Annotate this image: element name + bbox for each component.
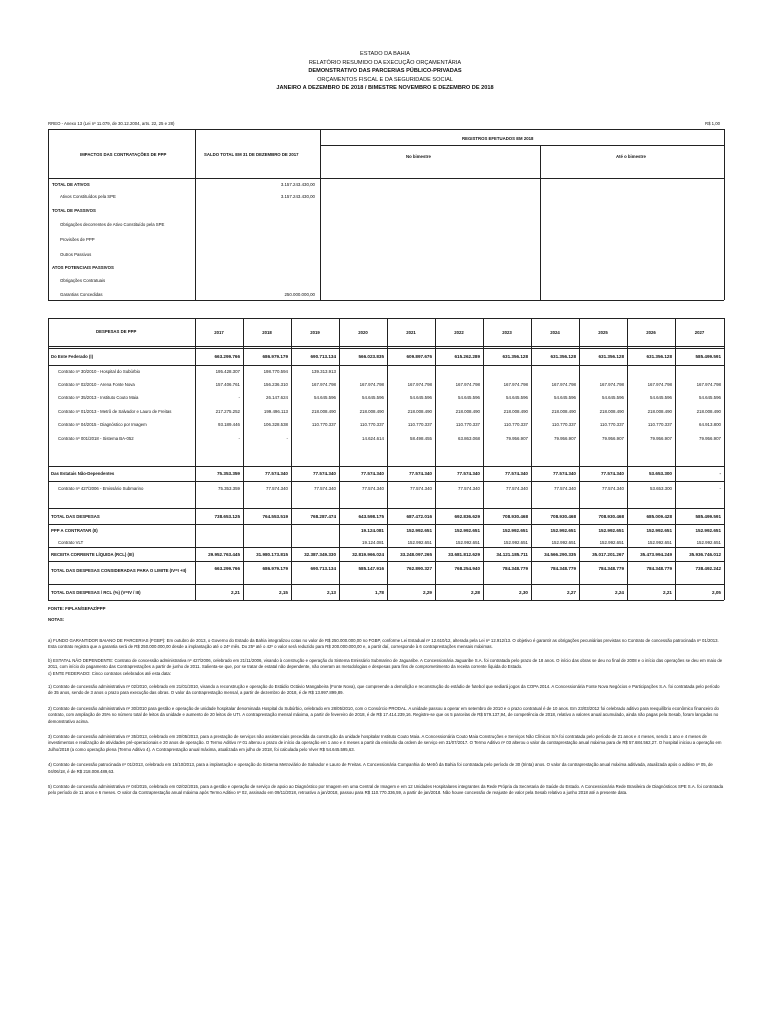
header-line-3: DEMONSTRATIVO DAS PARCERIAS PÚBLICO-PRIVADAS: [308, 68, 462, 75]
saldo-header: SALDO TOTAL EM 31 DE DEZEMBRO DE 2017: [204, 152, 299, 157]
t2-row-label: TOTAL DAS DESPESAS: [51, 514, 100, 519]
impactos-header: IMPACTOS DAS CONTRATAÇÕES DE PPP: [80, 152, 167, 157]
t2-cell: 218.008.490: [599, 409, 624, 414]
t2-cell: 2,30: [519, 590, 528, 595]
t2-row-label: Contrato nº 30/2010 - Hospital do Subúrbio: [58, 369, 141, 374]
year-header: 2025: [598, 330, 608, 335]
t1-row-label: Garantias Concedidas: [60, 292, 103, 297]
header-line-2: RELATÓRIO RESUMIDO DA EXECUÇÃO ORÇAMENTÁRIA: [308, 59, 462, 66]
t2-cell: -: [238, 436, 240, 441]
t2-cell: 152.992.651: [696, 540, 721, 545]
t2-cell: 77.574.340: [553, 471, 576, 476]
t2-cell: 585.147.916: [358, 566, 384, 571]
t2-cell: 110.770.337: [599, 422, 624, 427]
t2-cell: 218.008.490: [359, 409, 384, 414]
t2-cell: 687.472.016: [406, 514, 432, 519]
note-contract-4: 4) Contrato de concessão patrocinada nº 01/2013, celebrado em 15/10/2013, para a implantação e operação do Sistema Metroviário de Salvador e Lauro de Freitas. A Concessionária Companhia do Metrô da Bahia foi contratada pelo período de 30 (trinta) anos. O valor da contraprestação anual máxima aditivada, atualizada após o aditivo nº 05, de 04/06/18, é de R$ 218.008.489,63.: [48, 762, 713, 774]
t2-cell: 615.262.289: [454, 354, 480, 359]
t2-bottom-border: [48, 600, 724, 601]
t2-row-sep: [48, 508, 724, 509]
t2-cell: 152.992.651: [406, 528, 432, 533]
t2-cell: 152.992.651: [599, 540, 624, 545]
t2-cell: 110.770.337: [551, 422, 576, 427]
t2-cell: 106.328.538: [263, 422, 288, 427]
t2-row-sep: [48, 561, 724, 562]
t1-bottom-border: [48, 300, 724, 301]
note-fgbp: a) FUNDO GARANTIDOR BAIANO DE PARCERIAS (FGBP): Em outubro de 2013, o Governo do Estado da Bahia integralizou cotas no valor de R$ 250.000.000,00 no FGBP, conforme Lei Estadual nº 12.610/12, alterada pela Lei nº 12.912/13. O objetivo é garantir as obrigações pecuniárias previstas no Contrato de concessão patrocinada nº 01/2013. Esta contrato registra que a garantia será de R$ 250.000.000,00 desde a implantação até o 24º mês. Do 25º até o 42º o valor será reduzido para R$ 200.000.000,00 e, a partir daí, corresponde à 6 contraprestações mensais máximas.: [48, 638, 719, 650]
t2-cell: -: [238, 395, 240, 400]
t2-cell: 631.356.128: [598, 354, 624, 359]
t2-cell: 685.009.428: [646, 514, 672, 519]
t2-cell: 218.008.490: [696, 409, 721, 414]
t2-cell: 33.248.097.265: [400, 552, 432, 557]
t2-cell: 585.499.591: [695, 514, 721, 519]
t2-cell: 77.574.340: [457, 471, 480, 476]
t2-cell: 631.356.128: [502, 354, 528, 359]
t2-cell: 663.299.766: [214, 354, 240, 359]
t1-row-label: Outros Passivos: [60, 252, 92, 257]
header-line-5: JANEIRO A DEZEMBRO DE 2018 / BIMESTRE NOVEMBRO E DEZEMBRO DE 2018: [276, 85, 494, 92]
t2-cell: 19.124.081: [362, 540, 384, 545]
t2-cell: 708.930.468: [502, 514, 528, 519]
t2-cell: -: [719, 471, 721, 476]
t2-row-label: Contrato nº 427/2006 - Emissário Submarino: [58, 486, 144, 491]
t1-col-sep: [320, 129, 321, 300]
t2-row-sep: [48, 481, 724, 482]
t2-cell: 566.023.835: [358, 354, 384, 359]
currency-unit: R$ 1,00: [705, 121, 721, 126]
t2-row-sep: [48, 524, 724, 525]
t2-cell: 585.499.591: [695, 354, 721, 359]
t1-row-label: ATOS POTENCIAIS PASSIVOS: [52, 265, 114, 270]
t2-cell: 79.956.907: [650, 436, 672, 441]
t1-registros-line: [320, 145, 724, 146]
t2-cell: 167.974.798: [407, 382, 432, 387]
t2-cell: 152.992.651: [502, 528, 528, 533]
note-contract-1: 1) Contrato de concessão administrativa nº 02/2010, celebrado em 21/01/2010, visando a reconstrução e operação do Estádio Octávio Mangabeira (Fonte Nova), que compreende a demolição e reconstrução do estádio de futebol que sediará jogos da COPA 2014. A Concessionária Fonte Nova Negócios e Participações S.A. foi contratada pelo período de 35 anos, sendo de 3 anos o prazo para execução das obras. O valor da contraprestação mensal, a partir de dezembro de 2018, é de R$ 13.997.899,89.: [48, 684, 720, 696]
year-header: 2019: [310, 330, 320, 335]
t2-cell: 110.770.337: [407, 422, 432, 427]
t2-cell: 218.008.490: [551, 409, 576, 414]
t2-cell: -: [286, 436, 288, 441]
t2-cell: 152.992.651: [407, 540, 432, 545]
t2-cell: 19.124.081: [361, 528, 384, 533]
t2-cell: 738.653.125: [214, 514, 240, 519]
year-header: 2018: [262, 330, 272, 335]
t1-col-sep: [540, 145, 541, 300]
fonte-label: FONTE: FIPLAN/SEFAZ/PPP: [48, 606, 106, 611]
t2-cell: 29.952.763.445: [208, 552, 240, 557]
year-header: 2017: [214, 330, 224, 335]
t1-right-border: [724, 129, 725, 300]
notas-title: NOTAS:: [48, 617, 65, 622]
t2-cell: 110.770.337: [647, 422, 672, 427]
t2-row-label: TOTAL DAS DESPESAS / RCL (%) (V=IV / III): [51, 590, 141, 595]
t2-cell: 58.498.455: [410, 436, 432, 441]
note-estatal: b) ESTATAL NÃO DEPENDENTE: Contrato de concessão administrativa nº 427/2006, celebrado em 21/11/2006, visando à construção e operação do Sistema Emissário Submarino de Jaguaribe. A Concessionária Jaguaribe S.A. foi contratada pelo prazo de 18 anos. O início das obras se deu no final de 2008 e o início das operações se deu em maio de 2011, com início do pagamento das Contraprestações a partir de junho de 2011. Salienta-se que, por se tratar de estatal não dependente, não oneram as metodologias e despesas para fins de comprometimento da receita corrente líquida do Estado.: [48, 657, 723, 670]
ate-bimestre-header: Até o bimestre: [616, 154, 646, 159]
t2-cell: 32.819.966.024: [352, 552, 384, 557]
t1-row-label: TOTAL DE ATIVOS: [52, 182, 90, 187]
t2-cell: 708.930.468: [550, 514, 576, 519]
t2-cell: 609.897.676: [406, 354, 432, 359]
t2-cell: 167.974.798: [359, 382, 384, 387]
registros-label: REGISTROS EFETUADOS EM 2018: [462, 136, 534, 141]
t2-cell: 79.956.907: [699, 436, 721, 441]
t2-cell: 692.836.629: [454, 514, 480, 519]
t2-cell: 77.574.340: [458, 486, 480, 491]
t2-cell: 77.574.340: [314, 486, 336, 491]
t2-cell: 54.645.596: [554, 395, 576, 400]
t2-cell: 53.653.300: [649, 471, 672, 476]
t1-row-label: Obrigações decorrentes de Ativo Constituído pela SPE: [60, 222, 165, 227]
t2-cell: 77.574.340: [313, 471, 336, 476]
note-contract-5: 5) Contrato de concessão administrativa nº 04/2015, celebrado em 02/02/2015, para a gestão e operação de serviço de apoio ao Diagnóstico por Imagem em uma Central de Imagem e em 12 Unidades Hospitalares integrantes da Rede Própria da Secretaria de Saúde do Estado. A Concessionária Rede Brasileira de Diagnósticos SPE S.A. foi contratada pelo período de 11 anos e 6 meses. O valor da Contraprestação anual máxima após Termo Aditivo nº 02, assinado em 09/11/2018, retroativo a jan/2018, passou para R$ 110.770.336,59, a partir de jan/2018. Não houve concessão de reajuste de valor pela Sesab relativo a junho 2018 até a presente data.: [48, 784, 724, 796]
t2-row-sep: [48, 584, 724, 585]
t2-cell: 690.713.134: [310, 566, 336, 571]
t2-cell: 34.566.290.335: [544, 552, 576, 557]
t2-cell: 784.348.779: [598, 566, 624, 571]
t2-cell: 152.992.651: [503, 540, 528, 545]
year-header: 2024: [550, 330, 560, 335]
t2-cell: 79.956.907: [602, 436, 624, 441]
t1-row-label: Obrigações Contratuais: [60, 278, 106, 283]
year-header: 2020: [358, 330, 368, 335]
t2-row-label: RECEITA CORRENTE LÍQUIDA (RCL) (III): [51, 552, 134, 557]
t2-cell: 631.356.128: [646, 354, 672, 359]
t1-row-label: Provisões de PPP: [60, 237, 95, 242]
t2-cell: 77.574.340: [602, 486, 624, 491]
t2-cell: 2,27: [567, 590, 576, 595]
t2-cell: 2,13: [327, 590, 336, 595]
t2-cell: 167.974.798: [551, 382, 576, 387]
t2-cell: 35.017.201.267: [592, 552, 624, 557]
t1-row-label: TOTAL DE PASSIVOS: [52, 208, 96, 213]
notes-section: [48, 638, 724, 797]
t2-cell: 2,29: [423, 590, 432, 595]
t2-top-border: [48, 318, 724, 319]
t2-cell: 2,24: [615, 590, 624, 595]
t2-cell: 110.770.337: [503, 422, 528, 427]
t2-cell: 54.645.596: [362, 395, 384, 400]
t2-col-sep: [724, 318, 725, 600]
t2-cell: 110.770.337: [455, 422, 480, 427]
t2-row-label: Contrato nº 35/2013 - Instituto Couto Maia: [58, 395, 139, 400]
annex-reference: RREO - Anexo 13 (Lei nº 11.079, de 30.12.2004, arts. 22, 25 e 28): [48, 121, 175, 126]
t2-cell: 198.770.594: [263, 369, 288, 374]
t2-cell: 54.645.596: [410, 395, 432, 400]
t2-cell: 79.956.907: [554, 436, 576, 441]
t2-left-border: [48, 318, 49, 600]
t2-cell: 643.598.175: [358, 514, 384, 519]
t2-cell: 77.574.340: [505, 471, 528, 476]
t2-cell: 26.147.624: [266, 395, 288, 400]
t2-cell: 768.287.474: [310, 514, 336, 519]
t2-cell: 1,78: [375, 590, 384, 595]
t2-row-label: Do Ente Federado (I): [51, 354, 94, 359]
t2-row-label: Das Estatais Não-Dependentes: [51, 471, 115, 476]
t2-row-sep: [48, 365, 724, 366]
t2-cell: 152.992.651: [550, 528, 576, 533]
t2-cell: 217.275.252: [215, 409, 240, 414]
t2-cell: 167.974.798: [311, 382, 336, 387]
t2-cell: 75.353.359: [218, 486, 240, 491]
t2-cell: 764.553.519: [262, 514, 288, 519]
t2-cell: 77.574.340: [506, 486, 528, 491]
year-header: 2021: [406, 330, 416, 335]
t2-cell: 2,21: [231, 590, 240, 595]
t2-cell: 2,28: [471, 590, 480, 595]
year-header: 2027: [694, 330, 705, 335]
t2-cell: 77.574.340: [554, 486, 576, 491]
t1-row-value: 3.157.243.430,00: [280, 194, 315, 199]
note-ente-federado: c) ENTE FEDERADO: Cinco contratos celebrados até esta data:: [48, 670, 171, 676]
t2-cell: 218.008.490: [503, 409, 528, 414]
t2-row-sep: [48, 348, 724, 349]
t2-cell: 54.645.596: [602, 395, 624, 400]
t2-cell: 93.189.446: [218, 422, 240, 427]
t2-row-sep: [48, 466, 724, 467]
t1-row-value: 250.000.000,00: [284, 292, 315, 297]
t2-cell: 31.980.173.815: [256, 552, 288, 557]
t2-cell: 152.992.651: [695, 528, 721, 533]
t2-cell: 784.348.779: [646, 566, 672, 571]
t2-cell: 79.956.907: [506, 436, 528, 441]
header-line-4: ORÇAMENTOS FISCAL E DA SEGURIDADE SOCIAL: [317, 76, 453, 83]
report-header: [0, 50, 770, 93]
t2-cell: 77.574.340: [361, 471, 384, 476]
t2-cell: 2,21: [663, 590, 672, 595]
t2-cell: 63.863.068: [458, 436, 480, 441]
t2-cell: 54.645.596: [699, 395, 721, 400]
t2-row-sep: [48, 547, 724, 548]
t2-header-bottom: [48, 346, 724, 347]
t2-cell: 2,05: [712, 590, 721, 595]
t2-cell: 14.624.614: [362, 436, 384, 441]
t2-cell: 54.645.596: [650, 395, 672, 400]
t2-cell: 218.008.490: [455, 409, 480, 414]
t1-top-border: [48, 129, 724, 130]
t2-cell: 53.653.300: [650, 486, 672, 491]
t2-row-label: PPP A CONTRATAR (II): [51, 528, 98, 533]
t2-cell: 156.236.310: [263, 382, 288, 387]
t2-cell: 167.974.798: [599, 382, 624, 387]
t2-cell: 784.348.779: [550, 566, 576, 571]
t2-cell: 54.645.596: [314, 395, 336, 400]
t2-cell: 77.574.340: [410, 486, 432, 491]
t2-cell: 738.492.242: [695, 566, 721, 571]
t2-row-label: Contrato nº 01/2013 - Metrô de Salvador e Lauro de Freitas: [58, 409, 172, 414]
t2-cell: 32.387.349.330: [304, 552, 336, 557]
t2-cell: 77.574.340: [362, 486, 384, 491]
t2-cell: 54.645.596: [506, 395, 528, 400]
t2-cell: 77.574.340: [601, 471, 624, 476]
t2-cell: 762.890.327: [406, 566, 432, 571]
t2-cell: 631.356.128: [550, 354, 576, 359]
t2-cell: 199.496.113: [263, 409, 288, 414]
t2-cell: 35.936.746.012: [689, 552, 721, 557]
t2-cell: 784.348.779: [502, 566, 528, 571]
t2-cell: 33.681.812.629: [448, 552, 480, 557]
t2-row-label: Contrato VLT: [58, 540, 84, 545]
t2-cell: 690.713.134: [310, 354, 336, 359]
year-header: 2023: [502, 330, 512, 335]
t2-cell: 218.008.490: [311, 409, 336, 414]
t2-cell: 167.974.798: [647, 382, 672, 387]
t2-cell: 686.979.179: [262, 354, 288, 359]
note-contract-2: 2) Contrato de concessão administrativa nº 30/2010 para gestão e operação de unidade hospitalar denominada Hospital do Subúrbio, celebrado em 28/05/2010, com o Consórcio PRODAL. A unidade passou a operar em setembro de 2010 e o prazo contratual é de 10 anos. Em 23/03/2012 foi celebrado aditivo para reequilíbrio econômico financeiro do contrato, com ampliação de 25% no número total de leitos da unidade e aumento de 20 leitos de UTI. A contraprestação mensal máxima, a partir de fevereiro de 2018, é de R$ 17.414.239,16. Registre-se que os 5 parcelas de R$ 579.137,94, de competência de 2018, relativo a valores anual acumulado, ainda não pagas pela Sesab, foram lançadas no demonstrativo acima.: [48, 705, 719, 724]
t2-cell: 218.008.490: [647, 409, 672, 414]
year-header: 2026: [646, 330, 656, 335]
t1-left-border: [48, 129, 49, 300]
t2-cell: 152.992.651: [454, 528, 480, 533]
t2-cell: 110.770.337: [311, 422, 336, 427]
t2-cell: 768.254.940: [454, 566, 480, 571]
t2-row-label: Contrato nº 001/2018 - Sistema BA-052: [58, 436, 134, 441]
t2-cell: 110.770.337: [359, 422, 384, 427]
t2-cell: 686.979.179: [262, 566, 288, 571]
t2-cell: 54.645.596: [458, 395, 480, 400]
t2-cell: -: [719, 486, 721, 491]
t1-header-bottom: [48, 178, 724, 179]
t2-cell: 152.992.651: [455, 540, 480, 545]
t2-cell: 2,15: [279, 590, 288, 595]
t2-cell: 663.299.766: [214, 566, 240, 571]
t2-cell: 218.008.490: [407, 409, 432, 414]
t2-cell: 64.913.800: [699, 422, 721, 427]
t2-cell: 157.406.761: [215, 382, 240, 387]
t2-cell: 152.992.651: [647, 540, 672, 545]
t2-cell: 152.992.651: [646, 528, 672, 533]
despesas-header: DESPESAS DE PPP: [96, 329, 137, 334]
t1-col-sep: [195, 129, 196, 300]
t2-cell: 77.574.340: [266, 486, 288, 491]
t2-cell: 167.974.798: [696, 382, 721, 387]
t1-row-label: Ativos Constituídos pela SPE: [60, 194, 116, 199]
t2-cell: 77.574.340: [409, 471, 432, 476]
t2-cell: 708.930.468: [598, 514, 624, 519]
header-line-1: ESTADO DA BAHIA: [360, 51, 410, 57]
t2-row-label: TOTAL DAS DESPESAS CONSIDERADAS PARA O LIMITE (IV=I +II): [51, 568, 187, 573]
t2-cell: 77.574.340: [265, 471, 288, 476]
t2-cell: 167.974.798: [503, 382, 528, 387]
t2-cell: 195.428.307: [215, 369, 240, 374]
year-header: 2022: [454, 330, 464, 335]
note-contract-3: 3) Contrato de concessão administrativa nº 35/2013, celebrado em 20/05/2013, para a prestação de serviços não assistenciais precedida da construção da unidade hospitalar Instituto Couto Maia. A Concessionária Couto Maia Construções e Serviços Não Clínicos S/A foi contratada pelo período de 21 anos e 4 meses, sendo 1 ano e 4 meses de investimentos e realização de atividades pré-operacionais e 20 anos de operação. O Termo Aditivo nº 01 alterou o prazo de início da operação em 1 ano e 4 meses a partir da emissão da ordem de serviço em 31/07/2017. O Termo Aditivo nº 03 alterou o valor da contraprestação anual máxima para de R$ 57.684.562,27. O hospital iniciou a operação em Julho/2018 (a como operação plena (Termo Aditivo 4). A Contraprestação anual máxima, atualizada em julho de 2018, foi calculada pelo Viver R$ 54.645.595,63.: [48, 734, 722, 752]
t2-cell: 152.992.651: [551, 540, 576, 545]
t2-cell: 35.473.994.249: [640, 552, 672, 557]
t2-cell: 167.974.798: [455, 382, 480, 387]
t2-cell: 75.353.359: [217, 471, 240, 476]
bimestre-header: No bimestre: [406, 154, 431, 159]
t2-cell: 152.992.651: [598, 528, 624, 533]
t1-row-value: 3.157.243.430,00: [280, 182, 315, 187]
t2-row-label: Contrato nº 02/2010 - Arena Fonte Nova: [58, 382, 135, 387]
t2-cell: 34.121.185.711: [496, 552, 528, 557]
t2-row-label: Contrato nº 04/2015 - Diagnóstico por Imagem: [58, 422, 147, 427]
t2-cell: 139.313.913: [311, 369, 336, 374]
